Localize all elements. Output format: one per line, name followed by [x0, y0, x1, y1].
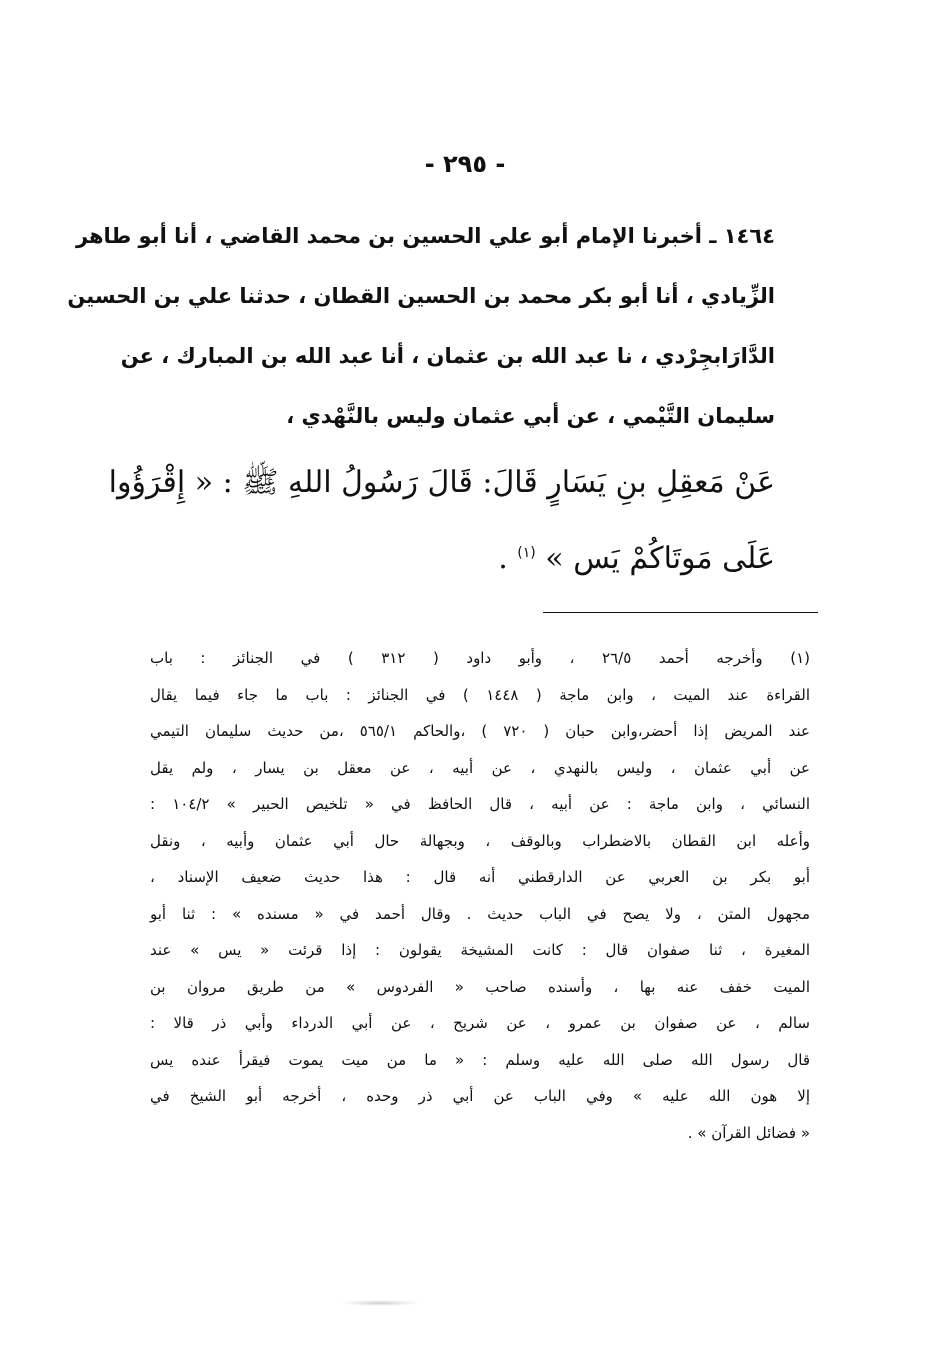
- footnote: [150, 640, 810, 1151]
- footnote-line: مجهول المتن ، ولا يصح في الباب حديث . وقال أحمد في « مسنده » : ثنا أبو: [150, 904, 810, 923]
- isnad-line: ١٤٦٤ ـ أخبرنا الإمام أبو علي الحسين بن محمد القاضي ، أنا أبو طاهر: [75, 224, 775, 248]
- footnote-line: المغيرة ، ثنا صفوان قال : كانت المشيخة يقولون : إذا قرئت « يس » عند: [150, 941, 810, 959]
- footnote-line: « فضائل القرآن » .: [687, 1123, 810, 1142]
- matn-end: .: [498, 541, 518, 576]
- isnad-line: الدَّارَابجِرْدي ، نا عبد الله بن عثمان ، أنا عبد الله بن المبارك ، عن: [120, 344, 775, 368]
- footnote-reference: (١): [517, 545, 536, 561]
- hadith-isnad: [67, 206, 775, 446]
- footnote-line: عن أبي عثمان ، وليس بالنهدي ، عن أبيه ، عن معقل بن يسار ، ولم يقل: [150, 758, 810, 777]
- footnote-line: أبو بكر بن العربي عن الدارقطني أنه قال : هذا حديث ضعيف الإسناد ،: [150, 868, 810, 886]
- footnote-line: عند المريض إذا أحضر،وابن حبان ( ٧٢٠ ) ،والحاكم ٥٦٥/١ ،من حديث سليمان التيمي: [150, 722, 810, 740]
- footnote-line: إلا هون الله عليه » وفي الباب عن أبي ذر وحده ، أخرجه أبو الشيخ في: [150, 1087, 810, 1105]
- matn-line: [150, 518, 775, 588]
- footnote-line: الميت خفف عنه بها ، وأسنده صاحب « الفردوس » من طريق مروان بن: [150, 977, 810, 996]
- isnad-line: سليمان التَّيْمي ، عن أبي عثمان وليس بالنَّهْدي ،: [286, 404, 775, 428]
- footnote-line: سالم ، عن صفوان بن عمرو ، عن شريح ، عن أبي الدرداء وأبي ذر قالا :: [150, 1014, 810, 1032]
- hadith-matn: [108, 448, 775, 588]
- footnote-line: وأعله ابن القطان بالاضطراب وبالوقف ، وبجهالة حال أبي عثمان وأبيه ، ونقل: [150, 831, 810, 850]
- footnote-line: قال رسول الله صلى الله عليه وسلم : « ما من ميت يموت فيقرأ عنده يس: [150, 1050, 810, 1069]
- footnote-line: (١) وأخرجه أحمد ٢٦/٥ ، وأبو داود ( ٣١٢ ) في الجنائز : باب: [150, 649, 810, 667]
- matn-line: عَنْ مَعقِلِ بنِ يَسَارٍ قَالَ: قَالَ رَسُولُ اللهِ ﷺ : « إِقْرَؤُوا: [108, 465, 775, 500]
- footnote-line: القراءة عند الميت ، وابن ماجة ( ١٤٤٨ ) في الجنائز : باب ما جاء فيما يقال: [150, 685, 810, 704]
- isnad-line: الزِّيادي ، أنا أبو بكر محمد بن الحسين القطان ، حدثنا علي بن الحسين: [67, 284, 775, 308]
- footnote-line: النسائي ، وابن ماجة : عن أبيه ، قال الحافظ في « تلخيص الحبير » ١٠٤/٢ :: [150, 795, 810, 813]
- page-number: - ٢٩٥ -: [424, 150, 506, 178]
- footnote-separator: [543, 612, 818, 613]
- matn-text: عَلَى مَوتَاكُمْ يَس »: [545, 541, 775, 576]
- scan-smudge: [340, 1300, 420, 1306]
